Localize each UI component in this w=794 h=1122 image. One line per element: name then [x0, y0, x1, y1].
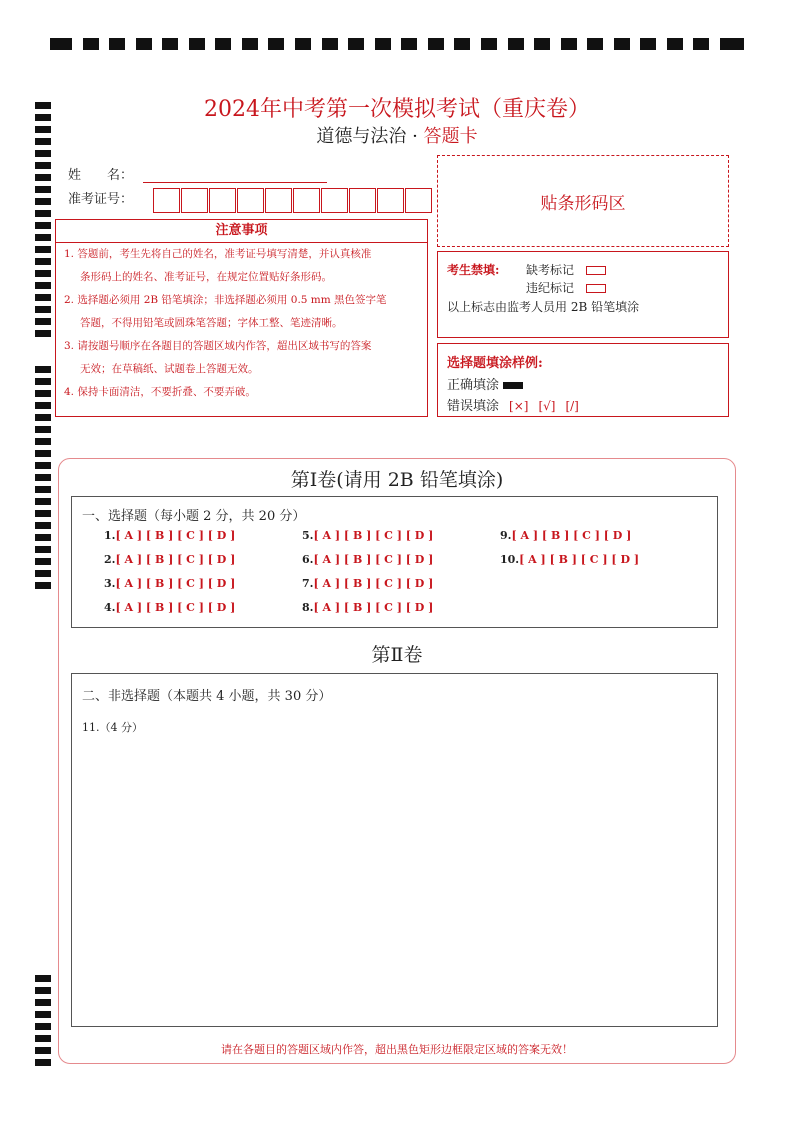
name-label: 姓 名：	[68, 168, 134, 183]
timing-mark	[295, 38, 311, 50]
timing-mark	[481, 38, 497, 50]
side-mark	[35, 210, 51, 217]
id-label: 准考证号：	[68, 192, 134, 207]
violation-mark-row	[526, 279, 606, 296]
timing-mark	[136, 38, 152, 50]
forbid-note: 以上标志由监考人员用 2B 铅笔填涂	[447, 300, 640, 314]
id-digit-box[interactable]	[293, 188, 320, 213]
sample-heading: 选择题填涂样例:	[447, 356, 543, 371]
side-mark	[35, 330, 51, 337]
section1-title: 第Ⅰ卷(请用 2B 铅笔填涂)	[290, 469, 504, 491]
side-mark	[35, 582, 51, 589]
fill-sample-box	[437, 343, 729, 417]
subject-name: 道德与法治	[316, 126, 407, 147]
mc-question[interactable]: 6.[ A ] [ B ] [ C ] [ D ]	[302, 553, 434, 566]
violation-mark-box[interactable]	[586, 284, 606, 293]
side-mark	[35, 186, 51, 193]
timing-mark	[561, 38, 577, 50]
side-mark	[35, 282, 51, 289]
side-mark	[35, 414, 51, 421]
id-digit-box[interactable]	[321, 188, 348, 213]
card-name: 答题卡	[423, 126, 478, 147]
multiple-choice-box	[71, 496, 718, 628]
page-subtitle	[0, 122, 794, 148]
notice-line: 无效；在草稿纸、试题卷上答题无效。	[80, 363, 259, 375]
side-mark	[35, 378, 51, 385]
side-mark	[35, 1023, 51, 1030]
mc-question[interactable]: 1.[ A ] [ B ] [ C ] [ D ]	[104, 529, 236, 542]
side-mark	[35, 510, 51, 517]
side-mark	[35, 306, 51, 313]
side-mark	[35, 294, 51, 301]
question-11-label: 11.（4 分）	[82, 721, 143, 734]
side-mark	[35, 498, 51, 505]
timing-mark	[614, 38, 630, 50]
id-digit-box[interactable]	[377, 188, 404, 213]
side-mark	[35, 558, 51, 565]
id-digit-box[interactable]	[265, 188, 292, 213]
side-mark	[35, 258, 51, 265]
name-row	[68, 164, 327, 183]
notice-heading: 注意事项	[56, 220, 427, 243]
side-mark	[35, 150, 51, 157]
side-mark	[35, 390, 51, 397]
timing-mark	[322, 38, 338, 50]
notice-line: 2. 选择题必须用 2B 铅笔填涂；非选择题必须用 0.5 mm 黑色签字笔	[64, 294, 387, 306]
timing-mark	[83, 38, 99, 50]
id-digit-box[interactable]	[349, 188, 376, 213]
mc-question[interactable]: 2.[ A ] [ B ] [ C ] [ D ]	[104, 553, 236, 566]
side-mark	[35, 174, 51, 181]
mc-question[interactable]: 5.[ A ] [ B ] [ C ] [ D ]	[302, 529, 434, 542]
side-mark	[35, 570, 51, 577]
mc-heading: 一、选择题（每小题 2 分，共 20 分）	[82, 509, 306, 524]
subtitle-dot: ·	[412, 126, 418, 147]
side-mark	[35, 987, 51, 994]
timing-mark	[242, 38, 258, 50]
violation-label: 违纪标记	[526, 281, 575, 295]
side-mark	[35, 1011, 51, 1018]
timing-mark	[215, 38, 231, 50]
side-mark	[35, 534, 51, 541]
notice-line: 4. 保持卡面清洁，不要折叠、不要弄破。	[64, 386, 256, 398]
absent-mark-row	[526, 261, 606, 278]
wrong-mark: [/]	[565, 399, 579, 413]
notice-line: 1. 答题前，考生先将自己的姓名，准考证号填写清楚，并认真核准	[64, 248, 372, 260]
notice-line: 答题，不得用铅笔或圆珠笔答题；字体工整、笔迹清晰。	[80, 317, 343, 329]
examiner-only-box	[437, 251, 729, 338]
side-mark	[35, 975, 51, 982]
wrong-mark: [×]	[509, 399, 529, 413]
side-mark	[35, 198, 51, 205]
side-mark	[35, 1059, 51, 1066]
side-mark	[35, 222, 51, 229]
side-mark	[35, 270, 51, 277]
id-digit-box[interactable]	[181, 188, 208, 213]
timing-mark	[720, 38, 744, 50]
footer-warning: 请在各题目的答题区域内作答，超出黑色矩形边框限定区域的答案无效！	[221, 1043, 573, 1056]
side-mark	[35, 438, 51, 445]
timing-mark	[428, 38, 444, 50]
side-mark	[35, 234, 51, 241]
absent-mark-box[interactable]	[586, 266, 606, 275]
free-response-heading: 二、非选择题（本题共 4 小题，共 30 分）	[82, 689, 332, 704]
side-mark	[35, 162, 51, 169]
absent-label: 缺考标记	[526, 263, 575, 277]
timing-marks-top	[50, 38, 744, 52]
notice-item	[56, 243, 427, 404]
id-digit-box[interactable]	[237, 188, 264, 213]
side-mark	[35, 426, 51, 433]
correct-sample	[447, 374, 523, 393]
id-digit-box[interactable]	[405, 188, 432, 213]
timing-mark	[162, 38, 178, 50]
notice-box	[55, 219, 428, 417]
side-mark	[35, 318, 51, 325]
side-mark	[35, 402, 51, 409]
mc-question[interactable]: 8.[ A ] [ B ] [ C ] [ D ]	[302, 601, 434, 614]
id-digit-box[interactable]	[153, 188, 180, 213]
timing-mark	[693, 38, 709, 50]
notice-line: 条形码上的姓名、准考证号，在规定位置贴好条形码。	[80, 271, 332, 283]
notice-line: 3. 请按题号顺序在各题目的答题区域内作答，超出区域书写的答案	[64, 340, 372, 352]
timing-mark	[454, 38, 470, 50]
mc-question[interactable]: 7.[ A ] [ B ] [ C ] [ D ]	[302, 577, 434, 590]
barcode-label: 贴条形码区	[540, 193, 626, 214]
timing-mark	[587, 38, 603, 50]
mc-question[interactable]: 4.[ A ] [ B ] [ C ] [ D ]	[104, 601, 236, 614]
timing-mark	[508, 38, 524, 50]
section2-title: 第Ⅱ卷	[371, 644, 423, 666]
timing-mark	[109, 38, 125, 50]
side-mark	[35, 546, 51, 553]
barcode-area	[437, 155, 729, 247]
mc-question[interactable]: 9.[ A ] [ B ] [ C ] [ D ]	[500, 529, 632, 542]
side-mark	[35, 522, 51, 529]
filled-mark	[503, 382, 523, 389]
wrong-label: 错误填涂	[447, 399, 500, 414]
timing-mark	[348, 38, 364, 50]
side-mark	[35, 999, 51, 1006]
wrong-mark: [√]	[538, 399, 556, 413]
timing-mark	[268, 38, 284, 50]
timing-mark	[401, 38, 417, 50]
timing-mark	[640, 38, 656, 50]
timing-mark	[667, 38, 683, 50]
mc-question[interactable]: 10.[ A ] [ B ] [ C ] [ D ]	[500, 553, 640, 566]
side-mark	[35, 366, 51, 373]
timing-mark	[534, 38, 550, 50]
side-mark	[35, 246, 51, 253]
free-response-box[interactable]	[71, 673, 718, 1027]
forbid-label: 考生禁填:	[447, 263, 500, 277]
correct-label: 正确填涂	[447, 378, 500, 393]
side-mark	[35, 450, 51, 457]
timing-mark	[189, 38, 205, 50]
exam-id-boxes[interactable]	[153, 188, 433, 213]
timing-mark	[50, 38, 72, 50]
mc-question[interactable]: 3.[ A ] [ B ] [ C ] [ D ]	[104, 577, 236, 590]
wrong-sample	[447, 395, 579, 414]
page-title: 2024年中考第一次模拟考试（重庆卷）	[204, 97, 590, 122]
timing-mark	[375, 38, 391, 50]
id-digit-box[interactable]	[209, 188, 236, 213]
name-field[interactable]	[143, 166, 327, 183]
